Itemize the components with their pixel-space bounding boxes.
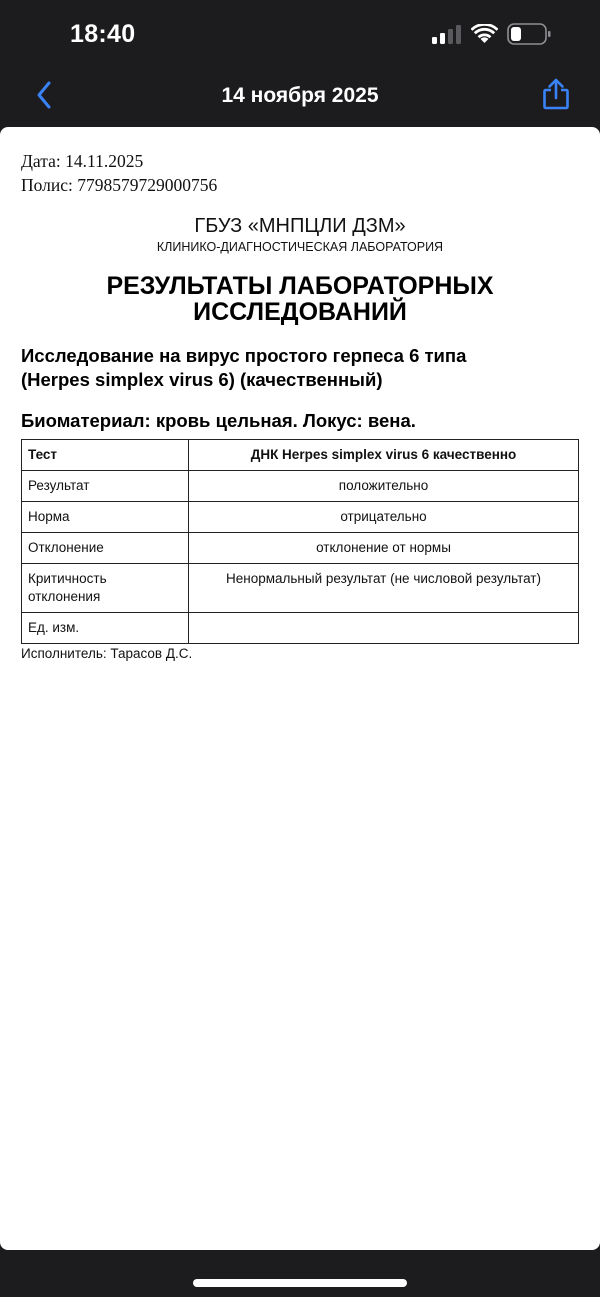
table-row [22, 471, 579, 502]
document-meta [21, 149, 217, 197]
table-row [22, 564, 579, 613]
document-viewer[interactable] [0, 127, 600, 1250]
nav-title: 14 ноября 2025 [221, 84, 379, 107]
study-name-line-1: Исследование на вирус простого герпеса 6 типа [21, 345, 467, 366]
document-title-line-2: ИССЛЕДОВАНИЙ [193, 298, 407, 326]
row-value-result: положительно [189, 471, 579, 502]
row-value-criticality: Ненормальный результат (не числовой результат) [189, 564, 579, 613]
document-title-line-1: РЕЗУЛЬТАТЫ ЛАБОРАТОРНЫХ [106, 272, 494, 300]
results-table [21, 439, 579, 644]
status-time: 18:40 [70, 20, 136, 48]
study-name-line-2: (Herpes simplex virus 6) (качественный) [21, 369, 383, 390]
row-value-deviation: отклонение от нормы [189, 533, 579, 564]
criticality-label-line-2: отклонения [28, 589, 101, 604]
document-title [0, 273, 600, 325]
home-indicator[interactable] [193, 1279, 407, 1287]
cellular-signal-icon [432, 24, 462, 49]
study-name [21, 344, 581, 392]
row-label-deviation: Отклонение [22, 533, 189, 564]
wifi-icon [471, 24, 498, 49]
share-icon [542, 78, 570, 115]
performer: Исполнитель: Тарасов Д.С. [21, 646, 193, 661]
row-label-result: Результат [22, 471, 189, 502]
status-icons [432, 24, 551, 48]
header-value-cell: ДНК Herpes simplex virus 6 качественно [189, 440, 579, 471]
document-date: Дата: 14.11.2025 [21, 151, 144, 171]
status-bar [0, 0, 600, 70]
policy-number: Полис: 7798579729000756 [21, 175, 218, 195]
criticality-label-line-1: Критичность [28, 571, 107, 586]
table-row [22, 613, 579, 644]
table-row [22, 533, 579, 564]
row-label-criticality [22, 564, 189, 613]
organization-subtitle: КЛИНИКО-ДИАГНОСТИЧЕСКАЯ ЛАБОРАТОРИЯ [156, 240, 444, 254]
row-value-norm: отрицательно [189, 502, 579, 533]
row-value-units [189, 613, 579, 644]
header-label-cell: Тест [22, 440, 189, 471]
table-header-row [22, 440, 579, 471]
row-label-units: Ед. изм. [22, 613, 189, 644]
nav-bar [0, 70, 600, 126]
battery-icon [507, 23, 551, 50]
organization-name: ГБУЗ «МНПЦЛИ ДЗМ» [194, 215, 406, 237]
share-button[interactable] [538, 78, 574, 114]
table-row [22, 502, 579, 533]
row-label-norm: Норма [22, 502, 189, 533]
biomaterial-info: Биоматериал: кровь цельная. Локус: вена. [21, 410, 416, 431]
